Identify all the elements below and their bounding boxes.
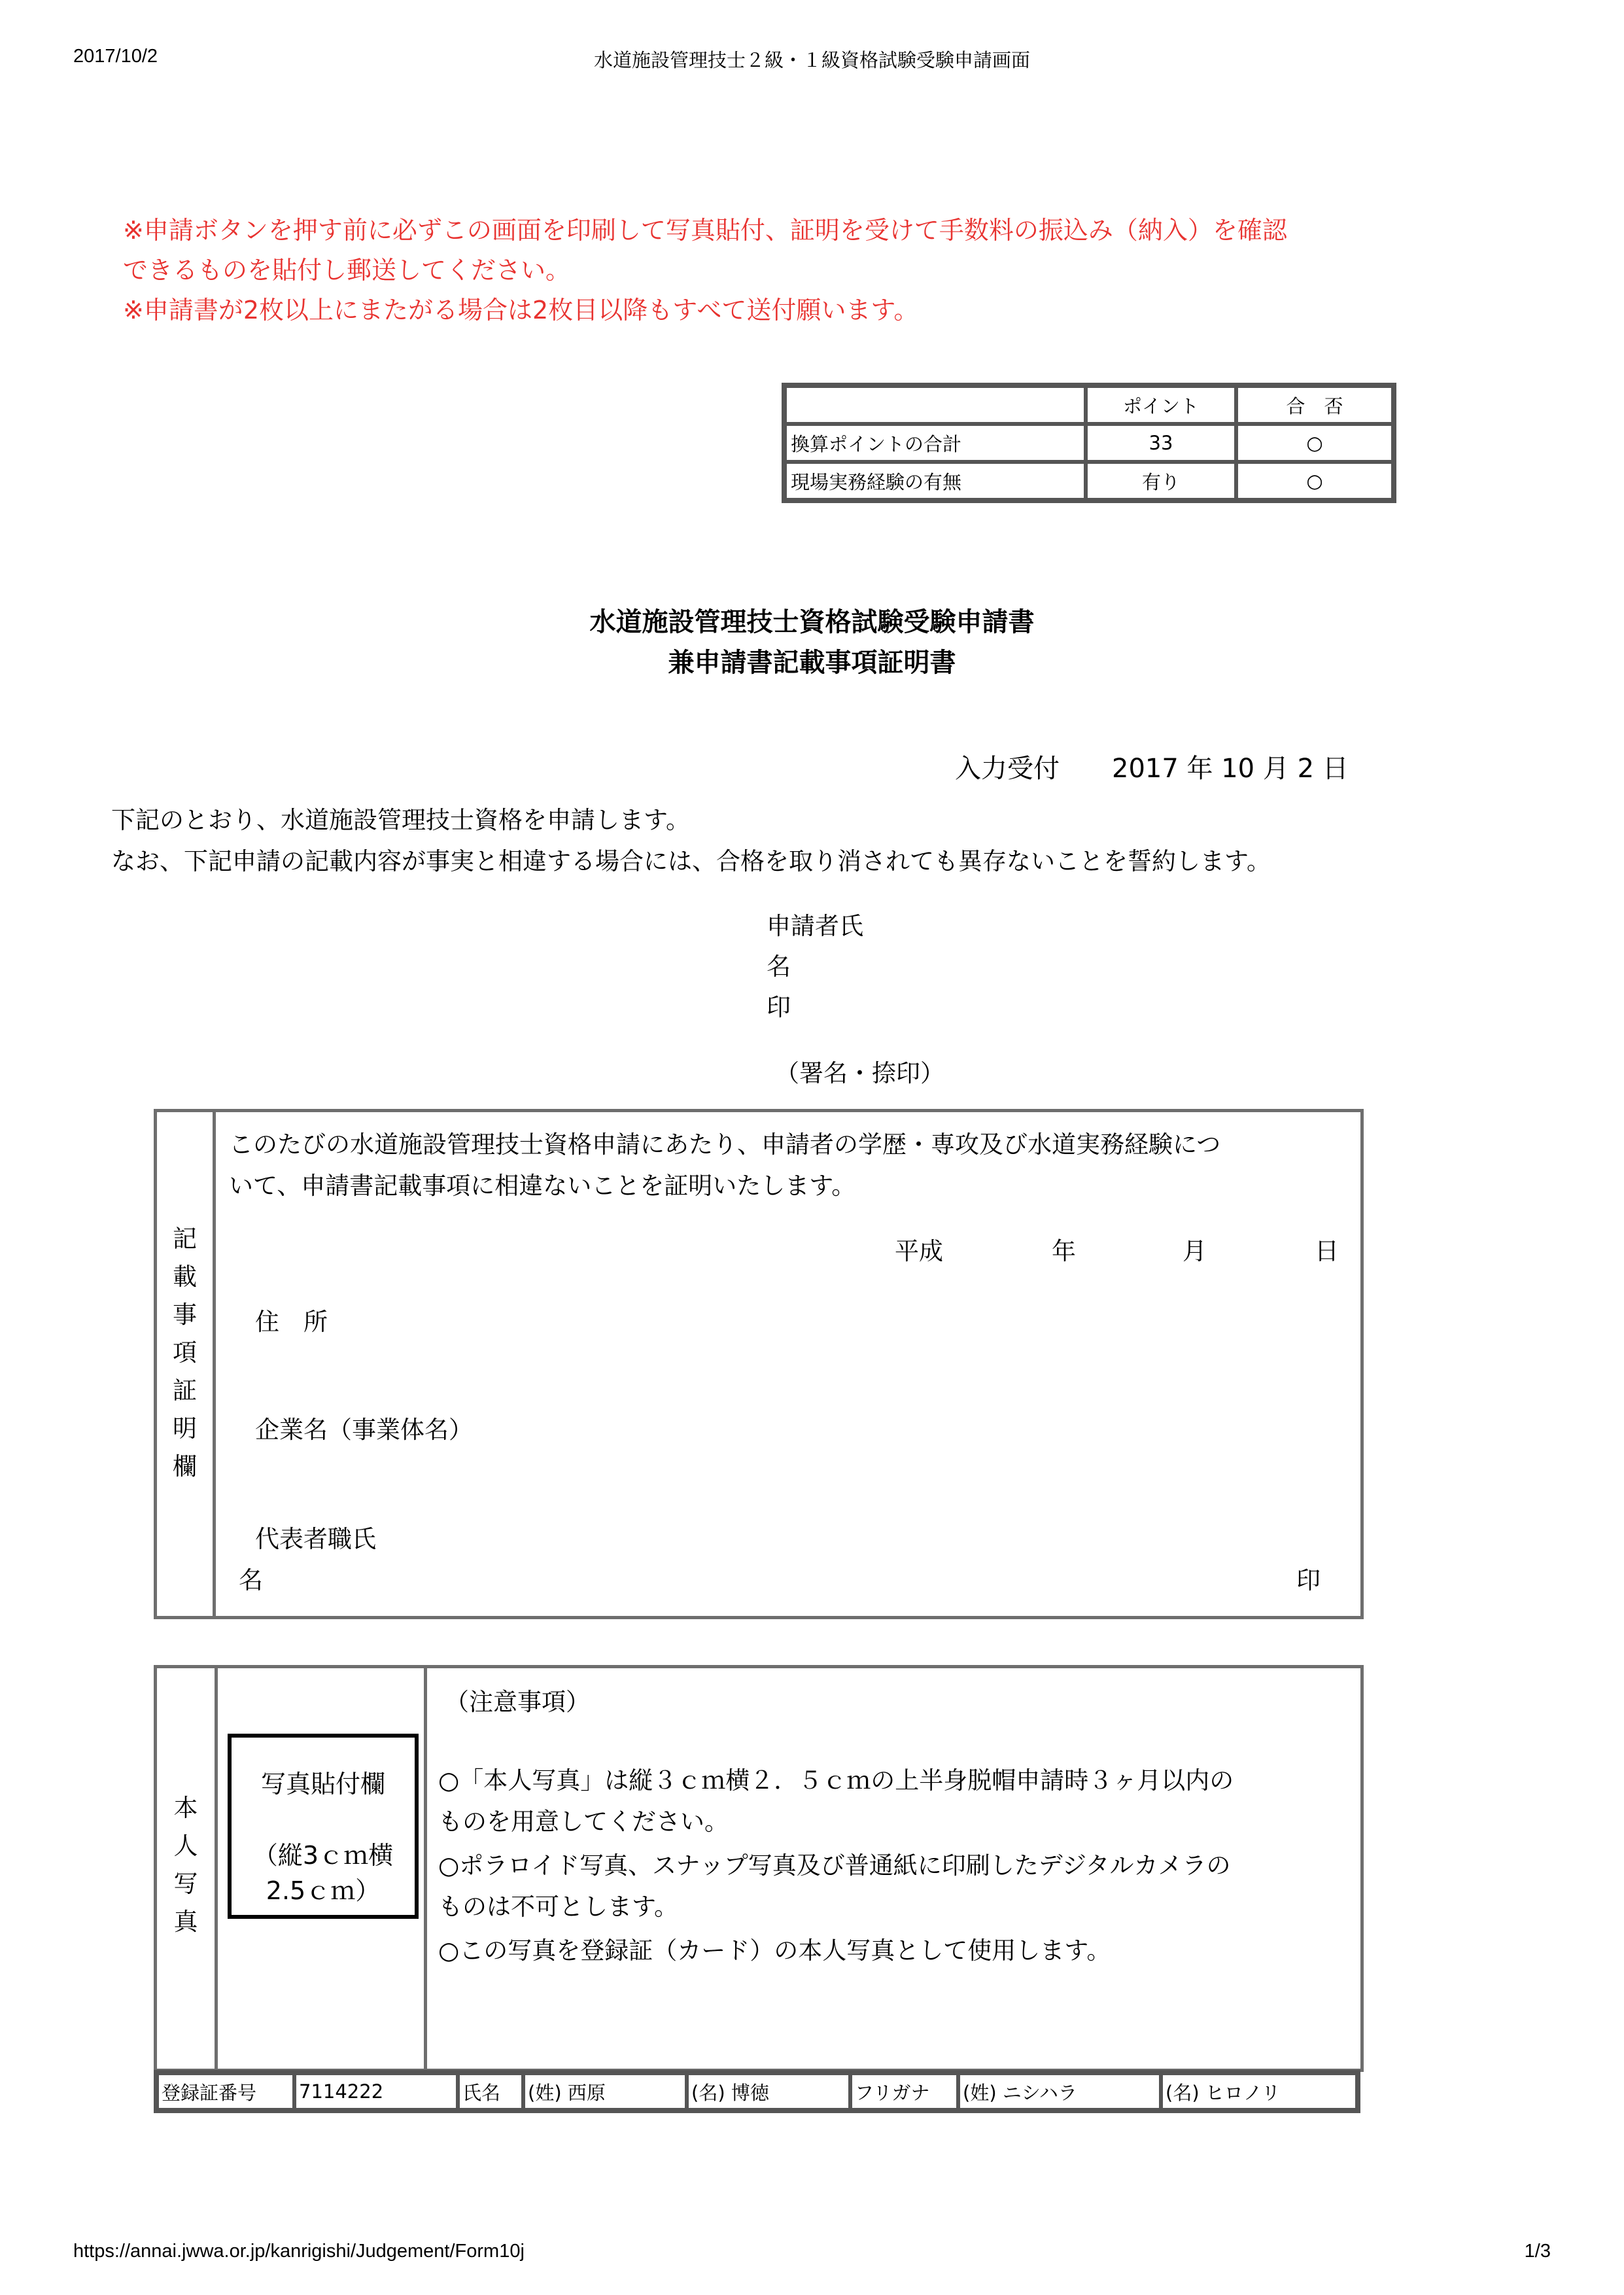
document-title xyxy=(0,602,1624,683)
photo-slot-size-cont: 2.5ｃｍ） xyxy=(266,1876,381,1905)
date-era: 平成 xyxy=(895,1237,943,1265)
certification-side-label xyxy=(157,1112,216,1616)
print-page-title: 水道施設管理技士２級・１級資格試験受験申請画面 xyxy=(593,50,1030,71)
row-label: 換算ポイントの合計 xyxy=(785,424,1086,462)
document-title-line2: 兼申請書記載事項証明書 xyxy=(668,648,956,678)
note-item xyxy=(438,1845,1230,1927)
certification-box xyxy=(154,1109,1364,1619)
receipt-month: 10 xyxy=(1221,754,1255,784)
representative-seal: 印 xyxy=(1296,1566,1321,1594)
photo-side-label xyxy=(157,1668,218,2069)
table-header xyxy=(785,386,1086,424)
intro-line: 下記のとおり、水道施設管理技士資格を申請します。 xyxy=(111,806,691,834)
table-header-result: 合 否 xyxy=(1236,386,1393,424)
photo-section xyxy=(154,1665,1364,2072)
receipt-year-unit: 年 xyxy=(1186,754,1213,784)
reg-no-label: 登録証番号 xyxy=(157,2073,294,2110)
side-char: 項 xyxy=(173,1339,197,1367)
document-title-line1: 水道施設管理技士資格試験受験申請書 xyxy=(589,607,1035,637)
row-value: 有り xyxy=(1086,462,1236,500)
receipt-date xyxy=(955,748,1349,785)
applicant-seal: 印 xyxy=(767,993,791,1021)
family-name: (姓) 西原 xyxy=(523,2073,687,2110)
note-line: ○この写真を登録証（カード）の本人写真として使用します。 xyxy=(438,1936,1111,1965)
side-char: 人 xyxy=(173,1832,198,1860)
side-char: 事 xyxy=(173,1301,197,1329)
side-char: 真 xyxy=(173,1908,198,1936)
table-row xyxy=(785,462,1393,500)
side-char: 欄 xyxy=(173,1452,197,1480)
registration-table xyxy=(154,2070,1360,2113)
receipt-label: 入力受付 xyxy=(955,754,1060,784)
side-char: 明 xyxy=(173,1414,197,1443)
notes-heading: （注意事項） xyxy=(445,1688,590,1716)
notice-line: できるものを貼付し郵送してください。 xyxy=(123,256,571,285)
side-char: 本 xyxy=(173,1794,198,1822)
photo-slot-title: 写真貼付欄 xyxy=(260,1770,385,1798)
applicant-label-line: 申請者氏 xyxy=(767,912,863,940)
representative-label-cont: 名 xyxy=(239,1566,263,1594)
print-url: https://annai.jwwa.or.jp/kanrigishi/Judgement/Form10j xyxy=(73,2241,525,2262)
reg-no-value: 7114222 xyxy=(294,2073,458,2110)
company-label: 企業名（事業体名） xyxy=(255,1416,473,1444)
date-day-unit: 日 xyxy=(1315,1237,1339,1265)
note-item xyxy=(438,1930,1111,1971)
notice-line: ※申請ボタンを押す前に必ずこの画面を印刷して写真貼付、証明を受けて手数料の振込み（納入）を確認 xyxy=(123,216,1287,245)
row-result: ○ xyxy=(1236,424,1393,462)
note-line: ものを用意してください。 xyxy=(438,1808,729,1836)
table-header-points: ポイント xyxy=(1086,386,1236,424)
given-name-kana: (名) ヒロノリ xyxy=(1161,2073,1357,2110)
date-year-unit: 年 xyxy=(1052,1237,1076,1265)
certification-date xyxy=(229,1231,1347,1264)
note-line: ○「本人写真」は縦３ｃｍ横２．５ｃｍの上半身脱帽申請時３ヶ月以内の xyxy=(438,1766,1234,1795)
statement-line: このたびの水道施設管理技士資格申請にあたり、申請者の学歴・専攻及び水道実務経験につ xyxy=(229,1130,1221,1159)
date-month-unit: 月 xyxy=(1183,1237,1207,1265)
intro-text xyxy=(111,799,1271,882)
applicant-label-line: 名 xyxy=(767,953,791,981)
submission-notice xyxy=(123,211,1405,330)
side-char: 載 xyxy=(173,1263,197,1291)
certification-statement xyxy=(229,1124,1347,1206)
intro-line: なお、下記申請の記載内容が事実と相違する場合には、合格を取り消されても異存ないことを誓約します。 xyxy=(111,847,1271,875)
row-result: ○ xyxy=(1236,462,1393,500)
photo-slot-size: （縦3ｃｍ横 xyxy=(252,1841,394,1870)
row-value: 33 xyxy=(1086,424,1236,462)
receipt-day: 2 xyxy=(1297,754,1315,784)
note-line: ものは不可とします。 xyxy=(438,1893,679,1921)
kana-label: フリガナ xyxy=(850,2073,958,2110)
note-item xyxy=(438,1760,1234,1842)
photo-attach-slot xyxy=(228,1734,419,1919)
representative-label: 代表者職氏 xyxy=(255,1525,376,1553)
name-label: 氏名 xyxy=(458,2073,523,2110)
given-name: (名) 博徳 xyxy=(687,2073,850,2110)
receipt-month-unit: 月 xyxy=(1262,754,1289,784)
photo-slot-column xyxy=(218,1668,427,2069)
applicant-signature xyxy=(767,906,863,1028)
side-char: 証 xyxy=(173,1376,197,1405)
print-date: 2017/10/2 xyxy=(73,46,158,67)
side-char: 写 xyxy=(173,1870,198,1898)
side-char: 記 xyxy=(173,1225,197,1253)
note-line: ○ポラロイド写真、スナップ写真及び普通紙に印刷したデジタルカメラの xyxy=(438,1851,1231,1880)
table-header-row xyxy=(785,386,1393,424)
photo-notes xyxy=(438,1668,1347,2069)
address-label: 住 所 xyxy=(255,1308,328,1336)
receipt-year: 2017 xyxy=(1112,754,1179,784)
table-row xyxy=(157,2073,1357,2110)
judgement-table xyxy=(782,383,1396,503)
notice-line: ※申請書が2枚以上にまたがる場合は2枚目以降もすべて送付願います。 xyxy=(123,296,919,324)
row-label: 現場実務経験の有無 xyxy=(785,462,1086,500)
table-row xyxy=(785,424,1393,462)
statement-line: いて、申請書記載事項に相違ないことを証明いたします。 xyxy=(229,1172,856,1200)
print-page-number: 1/3 xyxy=(1524,2241,1551,2262)
seal-note: （署名・捺印） xyxy=(775,1059,944,1087)
family-name-kana: (姓) ニシハラ xyxy=(958,2073,1161,2110)
certification-body xyxy=(229,1112,1347,1616)
receipt-day-unit: 日 xyxy=(1322,754,1349,784)
